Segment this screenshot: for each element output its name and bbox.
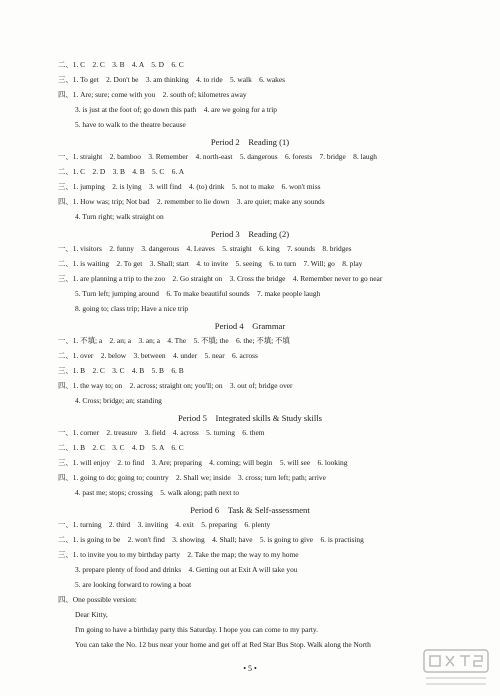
answer-line: 4. past me; stops; crossing 5. walk along; path next to [75, 488, 240, 497]
answer-line: 4. Turn right; walk straight on [75, 212, 164, 221]
period-heading: Period 2 Reading (1) [210, 137, 290, 147]
answer-line: 四、1. going to do; going to; country 2. Shall we; inside 3. cross; turn left; path; arrive [58, 473, 326, 482]
answer-line: 二、1. is waiting 2. To get 3. Shall; start 4. to invite 5. seeing 6. to turn 7. Will; go 8. play [58, 259, 363, 268]
answer-line: 三、1. to invite you to my birthday party 2. Take the map; the way to my home [58, 550, 299, 559]
answer-line: 三、1. B 2. C 3. C 4. B 5. B 6. B [58, 366, 184, 375]
answer-line: 5. have to walk to the theatre because [75, 120, 186, 129]
answer-line: 三、1. are planning a trip to the zoo 2. Go straight on 3. Cross the bridge 4. Remember never to go near [58, 274, 383, 283]
answer-line: Dear Kitty, [75, 610, 108, 619]
period-heading: Period 3 Reading (2) [210, 229, 290, 239]
answer-line: 8. going to; class trip; Have a nice trip [75, 304, 189, 313]
answer-line: 四、One possible version: [58, 595, 137, 604]
answer-line: 3. is just at the foot of; go down this path 4. are we going for a trip [75, 105, 277, 114]
answer-line: 三、1. To get 2. Don't be 3. am thinking 4. to ride 5. walk 6. wakes [58, 75, 286, 84]
answer-line: 二、1. over 2. below 3. between 4. under 5. near 6. across [58, 351, 258, 360]
answer-line: 一、1. straight 2. bamboo 3. Remember 4. north-east 5. dangerous 6. forests 7. bridge 8. laugh [58, 152, 377, 161]
period-heading: Period 4 Grammar [214, 321, 286, 331]
answer-line: 5. Turn left; jumping around 6. To make beautiful sounds 7. make people laugh [75, 289, 321, 298]
answer-line: 4. Cross; bridge; an; standing [75, 396, 162, 405]
answer-line: 四、1. Are; sure; come with you 2. south of; kilometres away [58, 90, 247, 99]
answer-line: 一、1. 不填; a 2. an; a 3. an; a 4. The 5. 不填; the 6. the; 不填; 不填 [58, 336, 290, 345]
answer-line: I'm going to have a birthday party this Saturday. I hope you can come to my party. [75, 625, 318, 634]
answer-line: 一、1. corner 2. treasure 3. field 4. across 5. turning 6. them [58, 428, 265, 437]
answer-line: 四、1. the way to; on 2. across; straight on; you'll; on 3. out of; bridge over [58, 381, 293, 390]
period-heading: Period 5 Integrated skills & Study skills [178, 413, 322, 423]
answer-line: 3. prepare plenty of food and drinks 4. Getting out at Exit A will take you [75, 565, 298, 574]
answer-line: 四、1. How was; trip; Not bad 2. remember to lie down 3. are quiet; make any sounds [58, 197, 325, 206]
answer-line: 二、1. B 2. C 3. C 4. D 5. A 6. C [58, 443, 184, 452]
answer-line: 二、1. C 2. C 3. B 4. A 5. D 6. C [58, 60, 184, 69]
answer-line: 5. are looking forward to rowing a boat [75, 580, 192, 589]
answer-line: 二、1. C 2. D 3. B 4. B 5. C 6. A [58, 167, 185, 176]
answer-line: 三、1. jumping 2. is lying 3. will find 4. (to) drink 5. not to make 6. won't miss [58, 182, 321, 191]
answer-line: 三、1. will enjoy 2. to find 3. Are; preparing 4. coming; will begin 5. will see 6. looking [58, 458, 348, 467]
watermark-logo [420, 648, 492, 690]
answer-line: 二、1. is going to be 2. won't find 3. showing 4. Shall; have 5. is going to give 6. is practising [58, 535, 364, 544]
answer-line: 一、1. turning 2. third 3. inviting 4. exit 5. preparing 6. plenty [58, 520, 271, 529]
period-heading: Period 6 Task & Self-assessment [190, 505, 310, 515]
answer-line: 一、1. visitors 2. funny 3. dangerous 4. Leaves 5. straight 6. king 7. sounds 8. bridges [58, 244, 352, 253]
page-number: • 5 • [243, 664, 257, 673]
answer-line: You can take the No. 12 bus near your home and get off at Red Star Bus Stop. Walk along the North [75, 640, 371, 649]
